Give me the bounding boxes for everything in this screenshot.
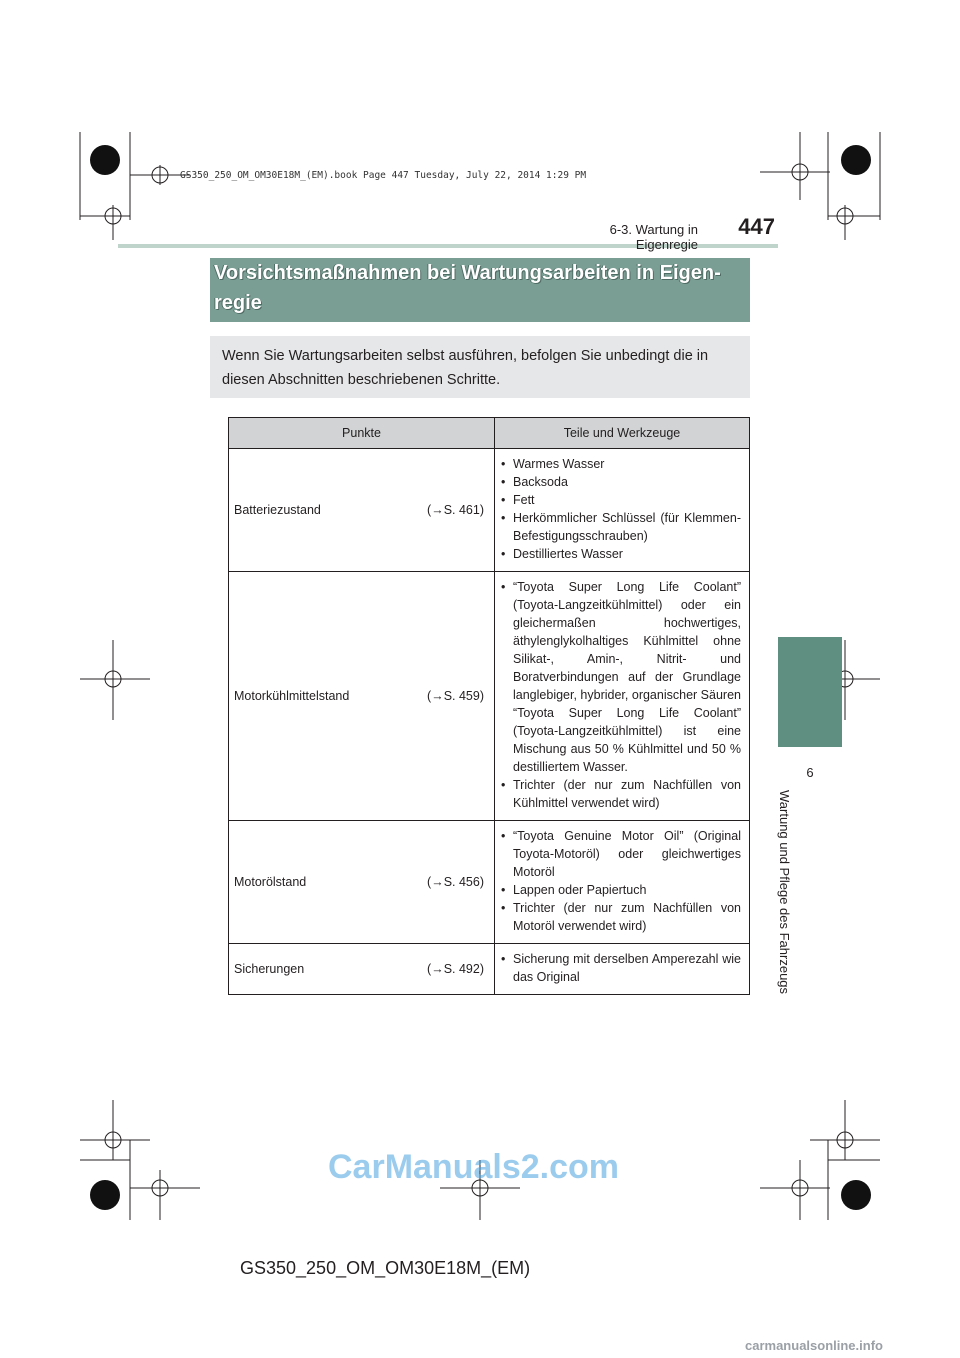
- book-info-line: GS350_250_OM_OM30E18M_(EM).book Page 447 Tuesday, July 22, 2014 1:29 PM: [180, 170, 587, 181]
- page-number: 447: [738, 214, 775, 239]
- item-cell: [229, 821, 495, 944]
- list-item: • “Toyota Genuine Motor Oil” (Original Toyota-Motoröl) oder gleichwertiges Motoröl: [499, 827, 741, 881]
- chapter-title: Wartung und Pflege des Fahrzeugs: [777, 790, 792, 995]
- page-reference: (→S. 492): [427, 962, 484, 976]
- list-item: • Backsoda: [499, 473, 741, 491]
- item-name: Batteriezustand: [234, 503, 321, 517]
- tools-cell: [495, 821, 750, 944]
- list-item: • Herkömmlicher Schlüssel (für Klemmen-Befestigungsschrauben): [499, 509, 741, 545]
- table-row: [229, 572, 750, 821]
- table-row: [229, 821, 750, 944]
- list-item: • Trichter (der nur zum Nachfüllen von Kühlmittel verwendet wird): [499, 776, 741, 812]
- item-cell: [229, 572, 495, 821]
- table-row: [229, 449, 750, 572]
- table-row: [229, 944, 750, 995]
- section-label: 6-3. Wartung in Eigenregie: [609, 222, 698, 252]
- footer-document-code: GS350_250_OM_OM30E18M_(EM): [240, 1258, 531, 1278]
- table-header-row: [229, 418, 750, 449]
- list-item: • Warmes Wasser: [499, 455, 741, 473]
- tools-cell: [495, 572, 750, 821]
- list-item: • Lappen oder Papiertuch: [499, 881, 741, 899]
- watermark-logo: CarManuals2.com: [328, 1148, 619, 1186]
- chapter-number: 6: [806, 765, 814, 780]
- list-item: • Sicherung mit derselben Amperezahl wie das Original: [499, 950, 741, 986]
- intro-text: Wenn Sie Wartungsarbeiten selbst ausführen, befolgen Sie unbedingt die in diesen Abschnitten beschriebenen Schritte.: [222, 348, 709, 388]
- tools-cell: [495, 449, 750, 572]
- item-name: Sicherungen: [234, 962, 305, 976]
- list-item: • Fett: [499, 491, 741, 509]
- item-name: Motorölstand: [234, 875, 307, 889]
- maintenance-table: [228, 417, 750, 995]
- page-reference: (→S. 459): [427, 689, 484, 703]
- list-item: • Destilliertes Wasser: [499, 545, 741, 563]
- title-banner: [210, 258, 750, 322]
- item-cell: [229, 449, 495, 572]
- column-header-tools: Teile und Werkzeuge: [495, 418, 750, 449]
- intro-box: [210, 336, 750, 398]
- list-item: • Trichter (der nur zum Nachfüllen von Motoröl verwendet wird): [499, 899, 741, 935]
- page-reference: (→S. 461): [427, 503, 484, 517]
- item-cell: [229, 944, 495, 995]
- page-reference: (→S. 456): [427, 875, 484, 889]
- item-name: Motorkühlmittelstand: [234, 689, 350, 703]
- chapter-tab: [778, 637, 842, 747]
- watermark-site: carmanualsonline.info: [745, 1338, 883, 1353]
- list-item: • “Toyota Super Long Life Coolant” (Toyota-Langzeitkühlmittel) oder ein gleichermaßen hochwertiges, äthylenglykolhaltiges Kühlmittel ohne Silikat-, Amin-, Nitrit- und Boratverbindungen auf der Grundlage langlebiger, hybrider, organischer Säuren “Toyota Super Long Life Coolant” (Toyota-Langzeitkühlmittel) ist eine Mischung aus 50 % Kühlmittel und 50 % destilliertem Wasser.: [499, 578, 741, 776]
- page-title: Vorsichtsmaßnahmen bei Wartungsarbeiten in Eigen- regie: [214, 262, 721, 314]
- column-header-items: Punkte: [229, 418, 495, 449]
- tools-cell: [495, 944, 750, 995]
